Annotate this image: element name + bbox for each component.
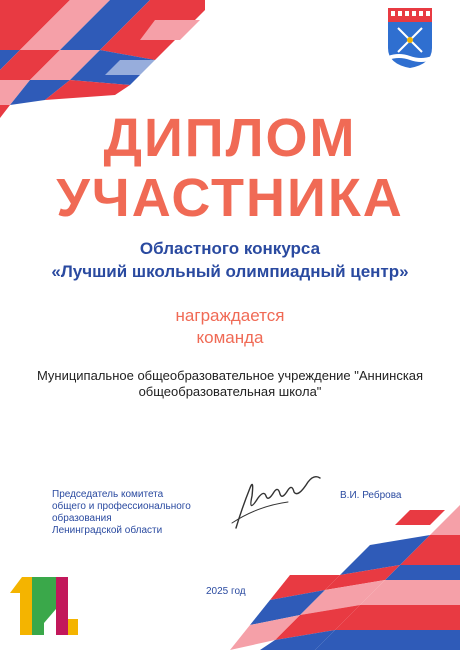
recipient-name-line1: Муниципальное общеобразовательное учреждение "Аннинская [36,368,424,383]
chair-title-line: общего и профессионального [52,501,191,512]
certificate-title-line1: ДИПЛОМ [103,108,357,168]
recipient-name-line2: общеобразовательная школа" [138,384,322,399]
signer-name: В.И. Реброва [340,490,402,501]
decorative-pattern-top [0,0,205,120]
contest-name-line2: «Лучший школьный олимпиадный центр» [51,262,409,281]
certificate-title-line2: УЧАСТНИКА [56,168,404,228]
olympiad-logo-icon [8,575,78,637]
chair-title-line: Ленинградской области [52,525,163,536]
certificate-year: 2025 год [206,586,246,597]
chair-title-line: Председатель комитета [52,489,164,500]
chair-title [52,489,232,537]
contest-name-line1: Областного конкурса [139,239,321,258]
awarded-text-line2: команда [196,328,264,347]
chair-title-line: образования [52,513,112,524]
handwritten-signature [228,468,323,538]
awarded-text-line1: награждается [175,306,285,325]
coat-of-arms-icon [388,8,432,68]
